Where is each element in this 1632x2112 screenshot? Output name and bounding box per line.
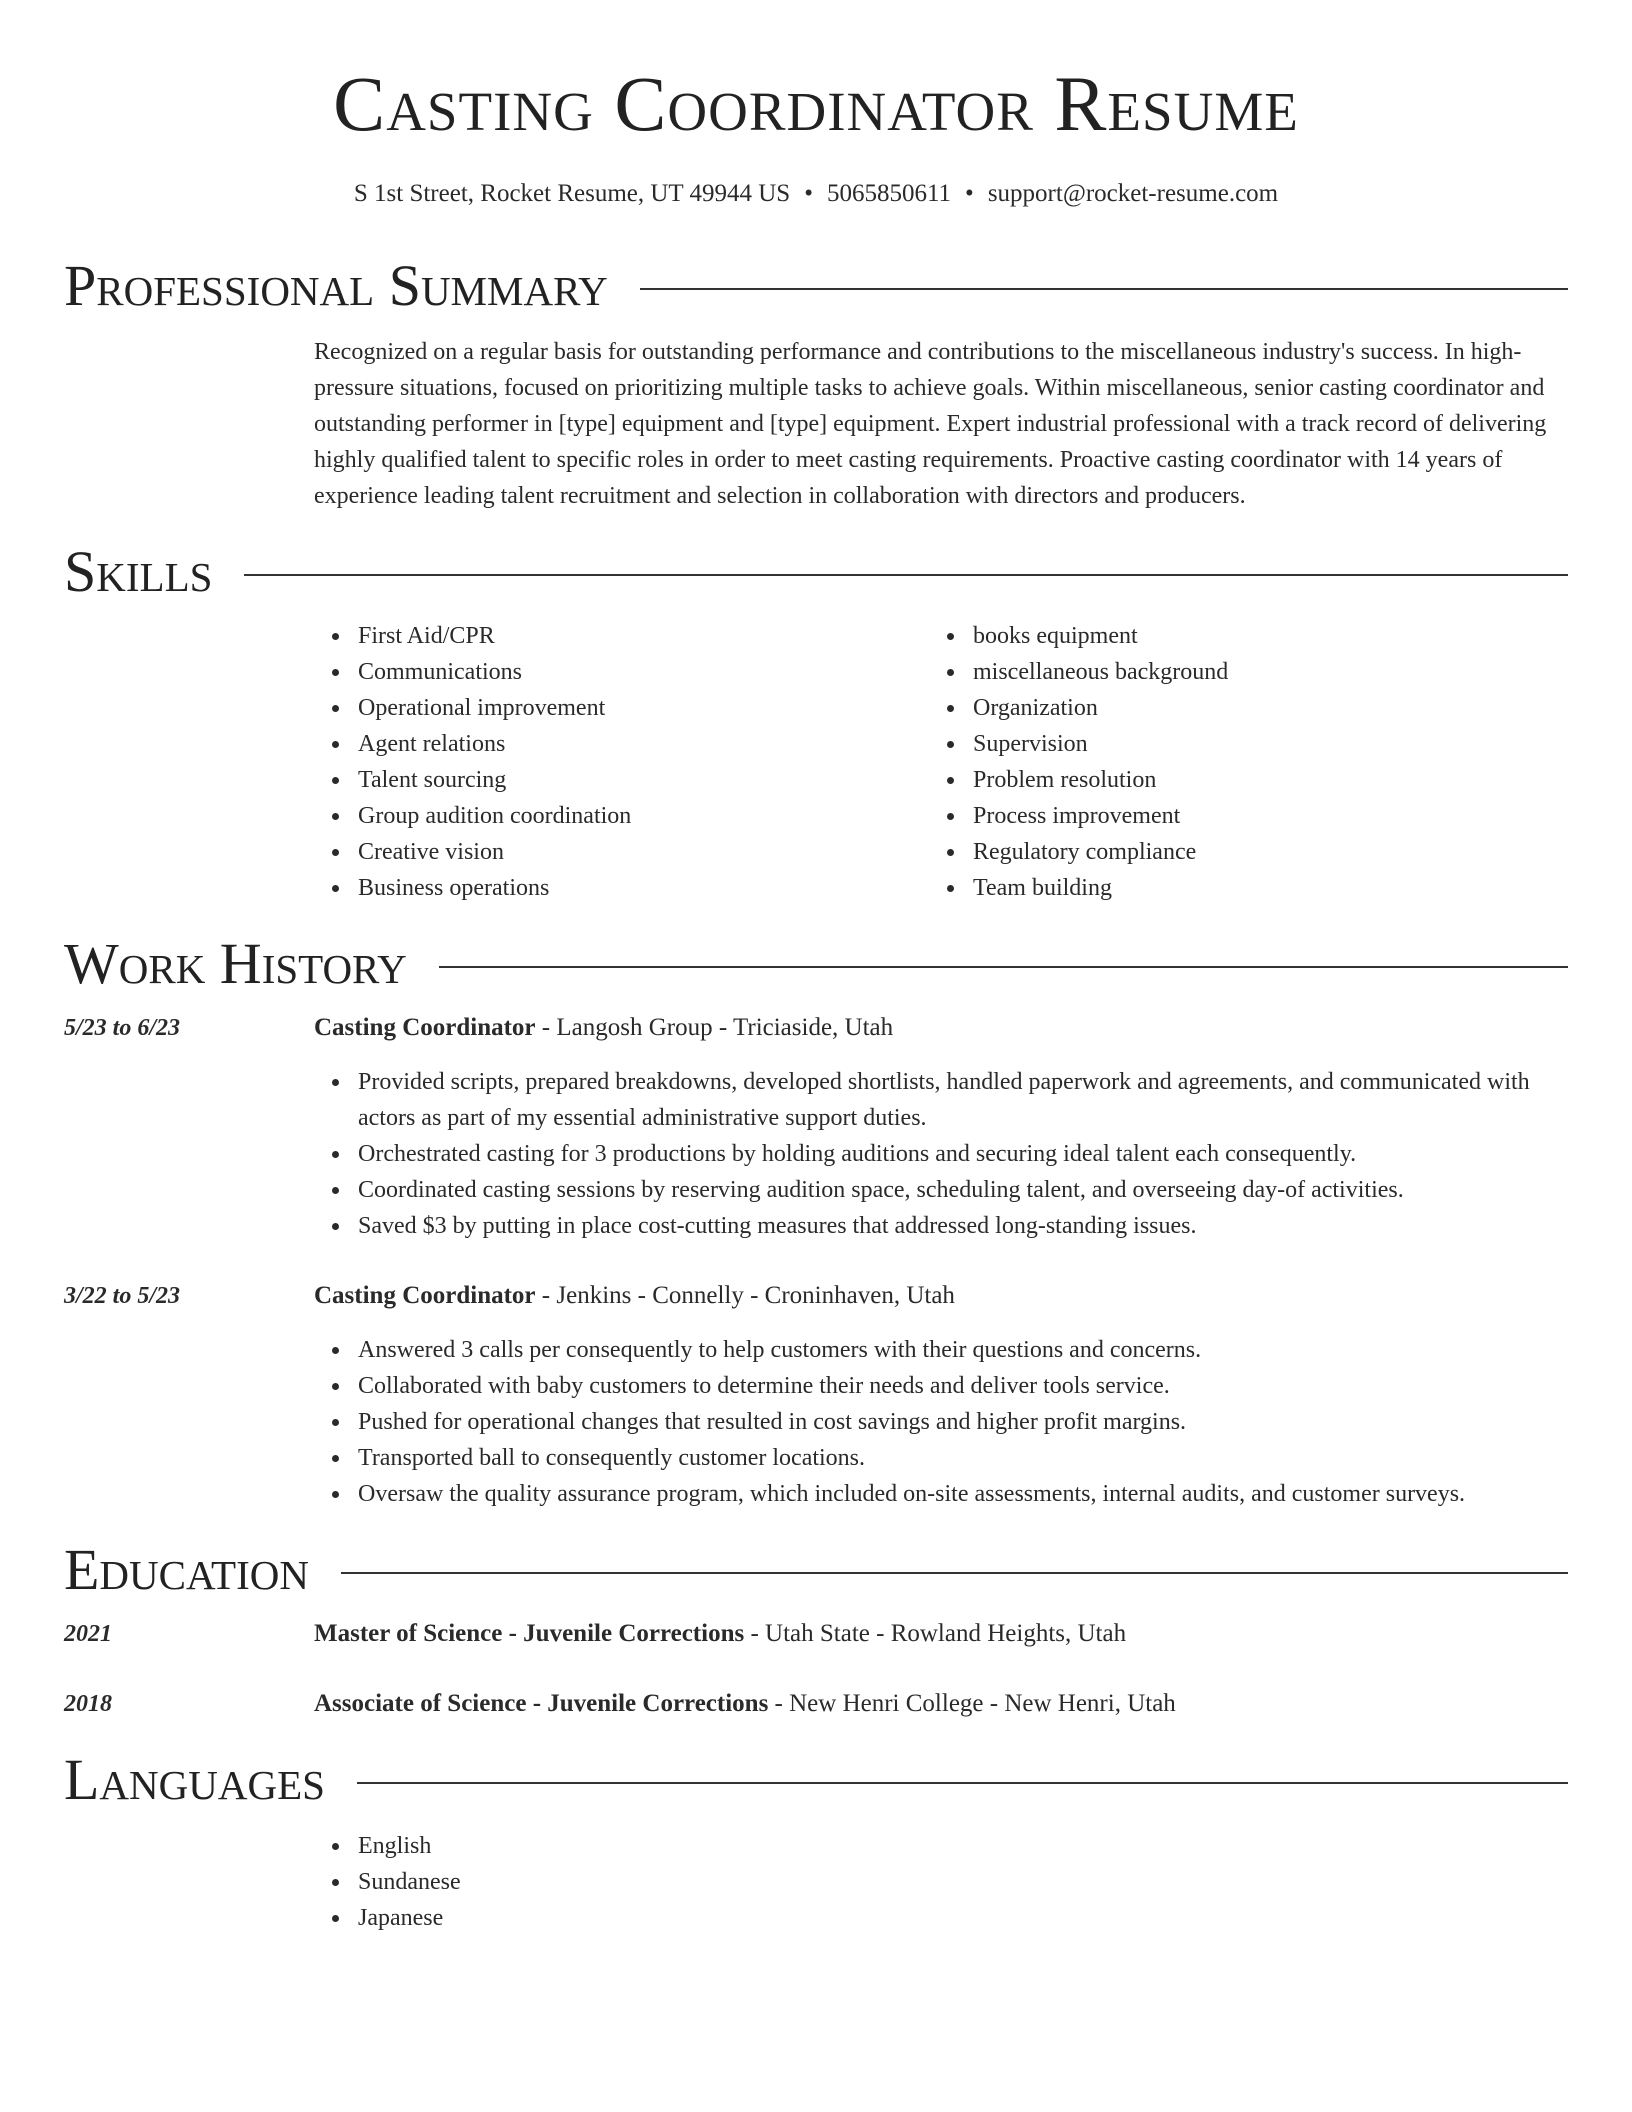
skills-heading: Skills — [64, 539, 213, 604]
contact-line — [0, 178, 1632, 210]
skills-header — [64, 540, 1568, 604]
skill-item: Supervision — [973, 726, 1544, 762]
skill-item: Agent relations — [358, 726, 929, 762]
skills-column-right — [929, 618, 1544, 906]
language-item: English — [358, 1828, 1568, 1864]
duty-item: Saved $3 by putting in place cost-cutting measures that addressed long-standing issues. — [358, 1208, 1568, 1244]
work-headline — [314, 1278, 1568, 1314]
languages-header — [64, 1748, 1568, 1812]
duty-item: Pushed for operational changes that resulted in cost savings and higher profit margins. — [358, 1404, 1568, 1440]
skill-item: Team building — [973, 870, 1544, 906]
contact-phone: 5065850611 — [826, 180, 952, 207]
skills-section — [64, 540, 1568, 906]
languages-heading: Languages — [64, 1747, 325, 1812]
skill-item: Organization — [973, 690, 1544, 726]
skills-column-left — [314, 618, 929, 906]
section-divider — [640, 288, 1568, 290]
section-divider — [341, 1572, 1568, 1574]
work-body — [314, 1278, 1568, 1512]
work-header — [64, 932, 1568, 996]
skills-grid — [314, 618, 1568, 906]
section-divider — [357, 1782, 1568, 1784]
duty-item: Answered 3 calls per consequently to help customers with their questions and concerns. — [358, 1332, 1568, 1368]
job-title: Casting Coordinator — [314, 1282, 536, 1309]
education-entry — [64, 1616, 1568, 1652]
work-date: 3/22 to 5/23 — [64, 1283, 181, 1309]
duty-item: Orchestrated casting for 3 productions by holding auditions and securing ideal talent each consequently. — [358, 1136, 1568, 1172]
skill-item: books equipment — [973, 618, 1544, 654]
summary-text: Recognized on a regular basis for outstanding performance and contributions to the miscellaneous industry's success. In high-pressure situations, focused on prioritizing multiple tasks to achieve goals. Within miscellaneous, senior casting coordinator and outstanding performer in [type] equipment and [type] equipment. Expert industrial professional with a track record of delivering highly qualified talent to specific roles in order to meet casting requirements. Proactive casting coordinator with 14 years of experience leading talent recruitment and selection in collaboration with directors and producers. — [314, 339, 1547, 509]
education-date: 2021 — [64, 1621, 112, 1647]
work-body — [314, 1010, 1568, 1244]
section-divider — [439, 966, 1568, 968]
skill-item: miscellaneous background — [973, 654, 1544, 690]
duty-item: Transported ball to consequently customer locations. — [358, 1440, 1568, 1476]
skill-item: Communications — [358, 654, 929, 690]
duty-item: Provided scripts, prepared breakdowns, developed shortlists, handled paperwork and agreements, and communicated with actors as part of my essential administrative support duties. — [358, 1064, 1568, 1136]
skill-item: First Aid/CPR — [358, 618, 929, 654]
duty-item: Oversaw the quality assurance program, which included on-site assessments, internal audits, and customer surveys. — [358, 1476, 1568, 1512]
contact-separator: • — [965, 180, 974, 207]
duty-item: Coordinated casting sessions by reserving audition space, scheduling talent, and overseeing day-of activities. — [358, 1172, 1568, 1208]
work-headline — [314, 1010, 1568, 1046]
work-date: 5/23 to 6/23 — [64, 1015, 181, 1041]
skill-item: Creative vision — [358, 834, 929, 870]
school: - Utah State - Rowland Heights, Utah — [744, 1620, 1127, 1647]
education-body — [314, 1616, 1568, 1652]
summary-section — [64, 254, 1568, 514]
education-section — [64, 1538, 1568, 1722]
summary-header — [64, 254, 1568, 318]
education-heading: Education — [64, 1537, 309, 1602]
education-date: 2018 — [64, 1691, 112, 1717]
contact-separator: • — [804, 180, 813, 207]
section-divider — [244, 574, 1568, 576]
work-heading: Work History — [64, 931, 407, 996]
contact-email: support@rocket-resume.com — [987, 180, 1279, 207]
work-duties — [314, 1064, 1568, 1244]
work-section — [64, 932, 1568, 1512]
language-item: Japanese — [358, 1900, 1568, 1936]
education-entry — [64, 1686, 1568, 1722]
work-duties — [314, 1332, 1568, 1512]
languages-section — [64, 1748, 1568, 1936]
summary-content — [314, 334, 1568, 514]
job-title: Casting Coordinator — [314, 1014, 536, 1041]
skill-item: Business operations — [358, 870, 929, 906]
degree: Master of Science - Juvenile Corrections — [314, 1620, 745, 1647]
languages-content — [314, 1828, 1568, 1936]
skill-item: Operational improvement — [358, 690, 929, 726]
work-entry — [64, 1010, 1568, 1244]
resume-title: Casting Coordinator Resume — [333, 60, 1299, 147]
duty-item: Collaborated with baby customers to determine their needs and deliver tools service. — [358, 1368, 1568, 1404]
job-employer: - Jenkins - Connelly - Croninhaven, Utah — [535, 1282, 955, 1309]
education-header — [64, 1538, 1568, 1602]
skill-item: Problem resolution — [973, 762, 1544, 798]
skill-item: Group audition coordination — [358, 798, 929, 834]
language-item: Sundanese — [358, 1864, 1568, 1900]
skill-item: Process improvement — [973, 798, 1544, 834]
skill-item: Talent sourcing — [358, 762, 929, 798]
work-entry — [64, 1278, 1568, 1512]
school: - New Henri College - New Henri, Utah — [768, 1690, 1176, 1717]
degree: Associate of Science - Juvenile Corrections — [314, 1690, 769, 1717]
contact-address: S 1st Street, Rocket Resume, UT 49944 US — [353, 180, 791, 207]
summary-heading: Professional Summary — [64, 253, 608, 318]
education-body — [314, 1686, 1568, 1722]
job-employer: - Langosh Group - Triciaside, Utah — [535, 1014, 894, 1041]
skill-item: Regulatory compliance — [973, 834, 1544, 870]
